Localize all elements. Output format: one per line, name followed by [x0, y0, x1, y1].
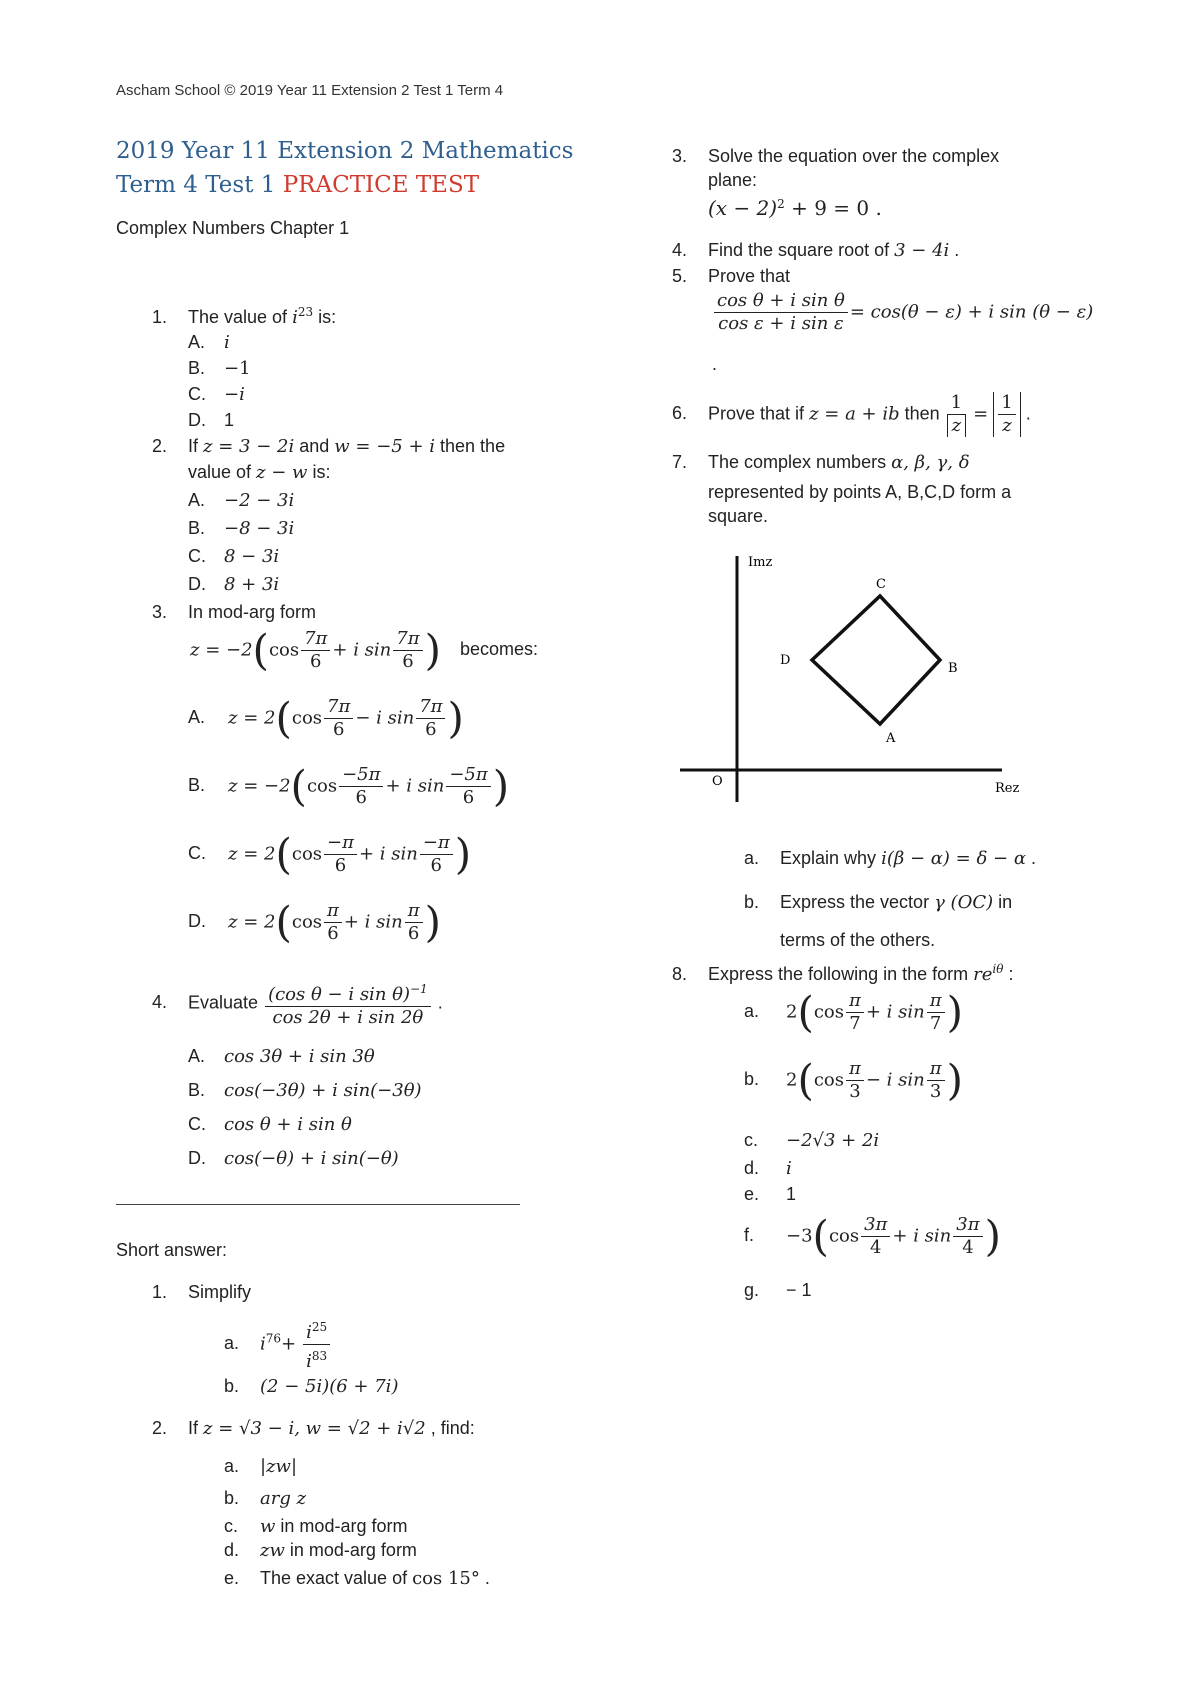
sa-question-4: 4. Find the square root of 3 − 4i .: [672, 240, 960, 261]
square-abcd: [812, 596, 940, 724]
sa-question-7-line3: square.: [708, 506, 769, 526]
mc-q1-option-c: C. −i: [188, 384, 245, 405]
sa-q7-part-a: a. Explain why i(β − α) = δ − α .: [744, 848, 1037, 869]
mc-question-2: 2. If z = 3 − 2i and w = −5 + i then the: [152, 436, 506, 457]
practice-test-label: PRACTICE TEST: [282, 172, 480, 198]
sa-q8-part-c: c. −2√3 + 2i: [744, 1130, 880, 1151]
sa-q5-dot: .: [712, 354, 718, 374]
mc-question-1: 1. The value of $i^{23}$ is:: [152, 305, 337, 328]
short-answer-heading: Short answer:: [116, 1240, 228, 1260]
sa-question-3: 3. Solve the equation over the complex: [672, 146, 1000, 166]
point-c-label: C: [876, 577, 886, 592]
subtitle: Complex Numbers Chapter 1: [116, 218, 350, 238]
mc-q2-option-a: A. −2 − 3i: [188, 490, 295, 511]
mc-q3-expression: z = −2(cos $\frac{7\pi}{6}$ + i sin $\frac{7\pi}{6}$ ) becomes:: [190, 625, 539, 675]
sa-q8-part-b: b. 2(cos $\frac{\pi}{3}$ − i sin $\frac{\pi}{3}$ ): [744, 1055, 963, 1105]
page-title-line2: Term 4 Test 1 PRACTICE TEST: [116, 172, 480, 198]
mc-q3-option-a: A. z = 2(cos $\frac{7\pi}{6}$ − i sin $\frac{7\pi}{6}$ ): [188, 693, 464, 743]
sa-q7-part-b-line2: terms of the others.: [780, 930, 936, 950]
sa-q2-part-e: e. The exact value of cos 15° .: [224, 1568, 490, 1589]
sa-q3-equation: $(x - 2)^2 + 9 = 0$ .: [708, 196, 882, 220]
sa-q2-part-a: a. |zw|: [224, 1456, 298, 1477]
imz-label: Imz: [748, 555, 773, 570]
sa-q8-part-a: a. 2(cos $\frac{\pi}{7}$ + i sin $\frac{\pi}{7}$ ): [744, 987, 963, 1037]
sa-q8-part-e: e. 1: [744, 1184, 797, 1204]
mc-q2-option-c: C. 8 − 3i: [188, 546, 280, 567]
sa-question-6: 6. Prove that if z = a + ib then $\frac{1}{z}$ = $\frac{1}{z}$ .: [672, 392, 1031, 436]
mc-question-2-line2: value of z − w is:: [188, 462, 331, 483]
mc-q1-option-a: A. i: [188, 332, 230, 353]
sa-question-5: 5. Prove that: [672, 266, 791, 286]
sa-q1-part-a: a. $i^{76}+$ $\frac{i^{25}}{i^{83}}$: [224, 1316, 332, 1373]
sa-question-8: 8. Express the following in the form $re^{i\theta}$ :: [672, 962, 1014, 985]
mc-q3-option-b: B. z = −2(cos $\frac{-5\pi}{6}$ + i sin $\frac{-5\pi}{6}$ ): [188, 761, 510, 811]
complex-plane-diagram: [680, 548, 1040, 810]
point-b-label: B: [948, 661, 958, 676]
sa-q5-equation: $\frac{\text{cos θ + i sin θ}}{\text{cos ε + i sin ε}}$ = cos(θ − ε) + i sin (θ − ε): [712, 290, 1093, 335]
sa-question-7-line2: represented by points A, B,C,D form a: [708, 482, 1012, 502]
section-divider: [116, 1204, 520, 1205]
page-title: 2019 Year 11 Extension 2 Mathematics: [116, 138, 574, 164]
rez-label: Rez: [995, 781, 1020, 796]
mc-q2-option-d: D. 8 + 3i: [188, 574, 280, 595]
sa-q2-part-d: d. zw in mod-arg form: [224, 1540, 417, 1561]
point-d-label: D: [780, 653, 791, 668]
sa-q1-part-b: b. (2 − 5i)(6 + 7i): [224, 1376, 399, 1397]
sa-question-7: 7. The complex numbers α, β, γ, δ: [672, 452, 970, 473]
mc-question-3: 3. In mod-arg form: [152, 602, 317, 622]
sa-q2-part-b: b. arg z: [224, 1488, 307, 1509]
mc-question-4: 4. Evaluate $\frac{(\cos \theta - i \sin \theta)^{-1}}{\text{cos 2θ + i sin 2θ}}$ .: [152, 978, 443, 1029]
sa-q7-part-b: b. Express the vector γ (OC) in: [744, 892, 1013, 913]
sa-question-1: 1. Simplify: [152, 1282, 252, 1302]
sa-question-3-line2: plane:: [708, 170, 758, 190]
mc-q4-option-d: D. cos(−θ) + i sin(−θ): [188, 1148, 399, 1169]
mc-q1-option-d: D. 1: [188, 410, 235, 430]
mc-q4-option-a: A. cos 3θ + i sin 3θ: [188, 1046, 375, 1067]
mc-q4-option-c: C. cos θ + i sin θ: [188, 1114, 352, 1135]
sa-question-2: 2. If z = √3 − i, w = √2 + i√2 , find:: [152, 1418, 475, 1439]
page-header: Ascham School © 2019 Year 11 Extension 2 Test 1 Term 4: [116, 82, 504, 99]
sa-q8-part-g: g. − 1: [744, 1280, 812, 1300]
mc-q3-option-d: D. z = 2(cos $\frac{\pi}{6}$ + i sin $\frac{\pi}{6}$ ): [188, 897, 441, 947]
sa-q2-part-c: c. w in mod-arg form: [224, 1516, 408, 1537]
mc-q2-option-b: B. −8 − 3i: [188, 518, 295, 539]
point-a-label: A: [886, 731, 896, 746]
mc-q4-option-b: B. cos(−3θ) + i sin(−3θ): [188, 1080, 422, 1101]
mc-q3-option-c: C. z = 2(cos $\frac{-\pi}{6}$ + i sin $\frac{-\pi}{6}$ ): [188, 829, 472, 879]
sa-q8-part-f: f. −3(cos $\frac{3\pi}{4}$ + i sin $\frac{3\pi}{4}$ ): [744, 1211, 1001, 1261]
mc-q1-option-b: B. −1: [188, 358, 251, 379]
origin-label: O: [712, 774, 723, 789]
sa-q8-part-d: d. i: [744, 1158, 792, 1179]
